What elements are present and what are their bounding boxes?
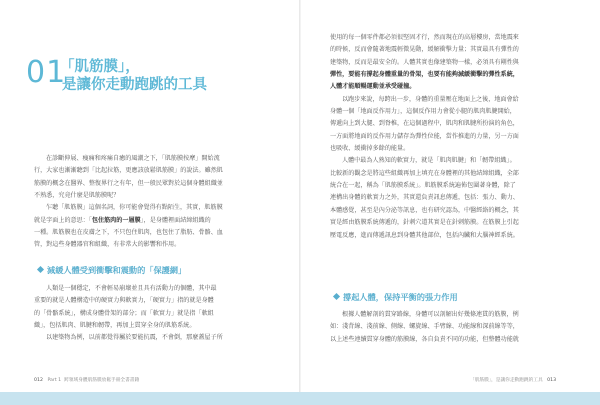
intro-paragraph-2 bbox=[34, 202, 274, 251]
text-line: 一方面將地面的反作用力儲存為彈性位能，當作推進的力量，另一方面 bbox=[330, 132, 519, 140]
text-line: 統合在一起，稱為「肌筋膜系統」。肌筋膜系統遍佈包圍著身體，除了 bbox=[330, 182, 516, 190]
text-line: 實是經由筋膜系統傳遞的，針刺穴道其實是在針刺筋膜。在筋膜上引起 bbox=[330, 219, 519, 227]
text-line: 建築物，反而是最安全的。人體其實也像建築物一樣，必須具有剛性與 bbox=[330, 58, 519, 66]
text-line: 根據人體解剖的貫穿路線，身體可以剖解出好幾條連貫的筋膜，例 bbox=[342, 311, 519, 318]
right-paragraph-2 bbox=[330, 94, 572, 156]
text-line: 不熟悉，究竟什麼是肌筋膜呢？ bbox=[34, 192, 120, 200]
text-line: 筋膜的概念在醫界、整復界行之有年，但一般民眾對於這個身體組織並 bbox=[34, 179, 223, 187]
section-heading-text: 撐起人體，保持平衡的張力作用 bbox=[343, 292, 458, 302]
intro-text bbox=[34, 153, 274, 252]
text-line: 傳遞向上到大腿、到脊椎，在這個過程中，肌肉和肌腱所扮演的角色， bbox=[330, 120, 519, 128]
text-line: 以建築物為例，以前都覺得屬於要能抗震，不會倒，那麼蓋屋子所 bbox=[46, 334, 223, 342]
text-line: 也吸收、緩衝掉多餘的能量。 bbox=[330, 145, 410, 153]
footer-part: Part 1 bbox=[47, 378, 62, 383]
page-gutter bbox=[299, 0, 301, 392]
right-page-number: 013 bbox=[547, 378, 557, 383]
section2-text bbox=[330, 309, 572, 346]
text-line: 重要的就是人體構造中的硬實力與軟實力，「硬實力」指的就是身體 bbox=[34, 297, 214, 305]
section1-paragraph-2 bbox=[34, 332, 274, 344]
text-line: 織」，包括肌肉、肌腱和韌帶，再加上貫穿全身的肌筋系統。 bbox=[34, 322, 196, 330]
text-line: 」，是身體裡面結締組織的 bbox=[140, 216, 211, 224]
text-line: 行，大家也漸漸聽到「比起拉筋，更應該放鬆肌筋膜」的說法。雖然肌 bbox=[34, 167, 223, 175]
chapter-number: 01 bbox=[26, 55, 67, 90]
right-top-text bbox=[330, 32, 572, 242]
section2-paragraph bbox=[330, 309, 572, 346]
text-line: 身體一個「地面反作用力」，這個反作用力會從小腿的肌肉肌腱開始， bbox=[330, 108, 516, 116]
text-line: 人類是一個穩定，不會輕易崩壞並且具有活動力的個體，其中最 bbox=[46, 285, 217, 292]
text-line: 的時候，反而會隨著地震輕微晃動，緩解衝擊力量；其實最具有彈性的 bbox=[330, 46, 519, 54]
chapter-title-line-1: 「肌筋膜」， bbox=[60, 58, 140, 75]
highlight-text: 彈性，要能有撐起身體重量的骨架，也要有能夠減緩衝擊的彈性系統， bbox=[330, 71, 519, 79]
section-heading-tension bbox=[334, 292, 458, 303]
text-line: 在診斷伸展、瘦痛和疼痛自癒的風潮之下，「肌筋膜按摩」開始流 bbox=[46, 155, 220, 162]
footer-book-title: 跨領域身體肌筋膜放鬆手冊全書書籍 bbox=[64, 378, 140, 383]
text-line: 如：淺背線、淺前線、側線、螺旋線、手臂線、功能線和深前線等等， bbox=[330, 323, 519, 331]
section1-text bbox=[34, 283, 274, 345]
bottom-color-band bbox=[0, 392, 600, 405]
chapter-title-line-2: 是讓你走動跑跳的工具 bbox=[62, 76, 207, 93]
text-line: 以跑步來說，每跨出一步，身體的重量壓在地面上之後，地面會給 bbox=[342, 95, 519, 103]
footer-chapter-title: 「肌筋膜」，是讓你走動跑跳的工具 bbox=[470, 378, 543, 383]
right-paragraph-3 bbox=[330, 155, 572, 241]
section1-paragraph-1 bbox=[34, 283, 274, 332]
intro-paragraph-1 bbox=[34, 153, 274, 202]
right-paragraph-1 bbox=[330, 32, 572, 94]
left-footer bbox=[34, 377, 139, 383]
text-line: 連構出身體的軟實力之外，其實還負責訊息傳遞，包括：張力、動力、 bbox=[330, 194, 519, 202]
text-line: 就是字面上的意思：「 bbox=[34, 216, 92, 224]
chapter-title bbox=[60, 58, 207, 94]
text-line: 的「骨骼系統」，構成身體骨架的部分；而「軟實力」就是指「軟組 bbox=[34, 309, 214, 317]
text-line: 乍聽「肌筋膜」這個名詞，你可能會覺得有點陌生，其實，肌筋膜 bbox=[46, 204, 223, 212]
diamond-bullet-icon bbox=[37, 266, 44, 273]
text-line: 本體感覺，甚至是內分泌等訊息，也有研究認為，中醫經絡的概念，其 bbox=[330, 206, 519, 214]
text-line: 比較新的觀念是將這些組織再加上填充在身體裡的其他結締組織，全部 bbox=[330, 169, 519, 177]
diamond-bullet-icon bbox=[333, 293, 340, 300]
highlight-text: 包住筋肉的一層膜 bbox=[91, 216, 141, 224]
text-line: 一種。肌筋膜也在皮膚之下，不只包住肌肉，也包住了脂肪、骨骼、血 bbox=[34, 229, 223, 237]
section-heading-protection bbox=[38, 265, 186, 276]
text-line: 人體中最為人熟知的軟實力，就是「肌肉肌腱」和「韌帶組織」。 bbox=[342, 157, 516, 165]
left-page-number: 012 bbox=[34, 378, 43, 383]
text-line: 使用的每一個零件都必須很堅固才行，然而現在的高層樓房，當地震來 bbox=[330, 34, 519, 41]
section-heading-text: 減緩人體受到衝擊和震動的「保護網」 bbox=[47, 265, 187, 275]
highlight-text: 人體才能順暢運動並承受碰撞。 bbox=[330, 83, 416, 91]
text-line: 壓電反應，進而傳遞訊息到身體其他部位，包括內臟和大腦神經系統。 bbox=[330, 231, 519, 239]
right-footer bbox=[470, 377, 556, 383]
text-line: 以上述些連續貫穿身體的筋膜線，各自負責不同的功能，但整體功能就 bbox=[330, 335, 519, 343]
text-line: 管，對這些身體器官和組織，有非常大的影響和作用。 bbox=[34, 241, 181, 249]
